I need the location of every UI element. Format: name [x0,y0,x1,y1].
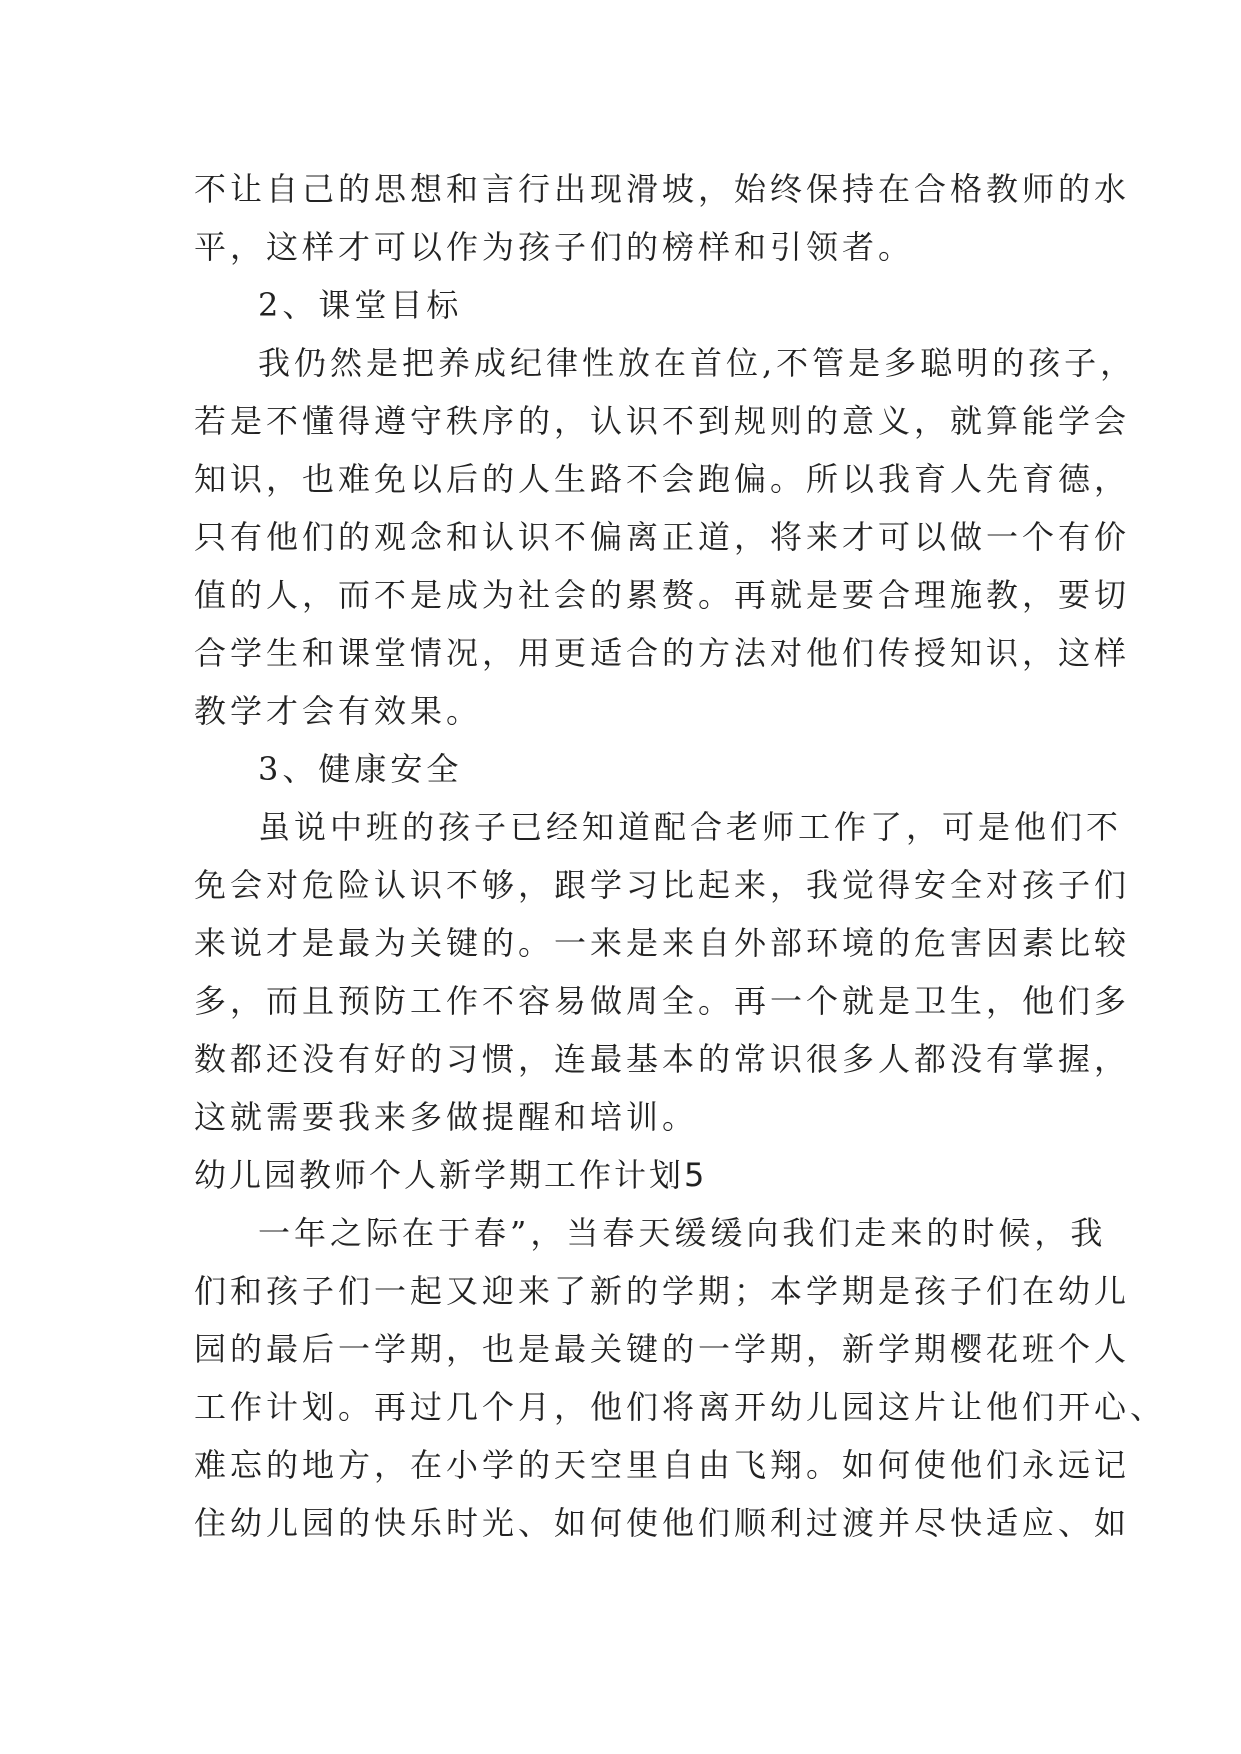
section-heading-classroom-goals: 2、课堂目标 [258,286,463,324]
document-body [194,160,1167,1552]
text-line: 只有他们的观念和认识不偏离正道，将来才可以做一个有价 [194,518,1131,556]
text-line: 多，而且预防工作不容易做周全。再一个就是卫生，他们多 [194,982,1131,1020]
section-heading-health-safety: 3、健康安全 [258,750,463,788]
text-line: 来说才是最为关键的。一来是来自外部环境的危害因素比较 [194,924,1131,962]
text-line: 不让自己的思想和言行出现滑坡，始终保持在合格教师的水 [194,170,1131,208]
text-line: 难忘的地方，在小学的天空里自由飞翔。如何使他们永远记 [194,1446,1131,1484]
text-line: 住幼儿园的快乐时光、如何使他们顺利过渡并尽快适应、如 [194,1504,1131,1542]
text-line: 数都还没有好的习惯，连最基本的常识很多人都没有掌握， [194,1040,1131,1078]
text-line: 这就需要我来多做提醒和培训。 [194,1098,699,1136]
paragraph-first-line: 一年之际在于春”，当春天缓缓向我们走来的时候，我 [258,1214,1107,1252]
text-line: 平，这样才可以作为孩子们的榜样和引领者。 [194,228,915,266]
text-line: 知识，也难免以后的人生路不会跑偏。所以我育人先育德， [194,460,1131,498]
text-line: 工作计划。再过几个月，他们将离开幼儿园这片让他们开心、 [194,1388,1167,1426]
text-line: 免会对危险认识不够，跟学习比起来，我觉得安全对孩子们 [194,866,1131,904]
paragraph-first-line: 我仍然是把养成纪律性放在首位,不管是多聪明的孩子， [258,344,1137,382]
paragraph-first-line: 虽说中班的孩子已经知道配合老师工作了，可是他们不 [258,808,1123,846]
text-line: 值的人，而不是成为社会的累赘。再就是要合理施教，要切 [194,576,1131,614]
document-title: 幼儿园教师个人新学期工作计划5 [194,1156,708,1194]
text-line: 们和孩子们一起又迎来了新的学期；本学期是孩子们在幼儿 [194,1272,1131,1310]
text-line: 园的最后一学期，也是最关键的一学期，新学期樱花班个人 [194,1330,1131,1368]
text-line: 合学生和课堂情况，用更适合的方法对他们传授知识，这样 [194,634,1131,672]
text-line: 若是不懂得遵守秩序的，认识不到规则的意义，就算能学会 [194,402,1131,440]
text-line: 教学才会有效果。 [194,692,483,730]
